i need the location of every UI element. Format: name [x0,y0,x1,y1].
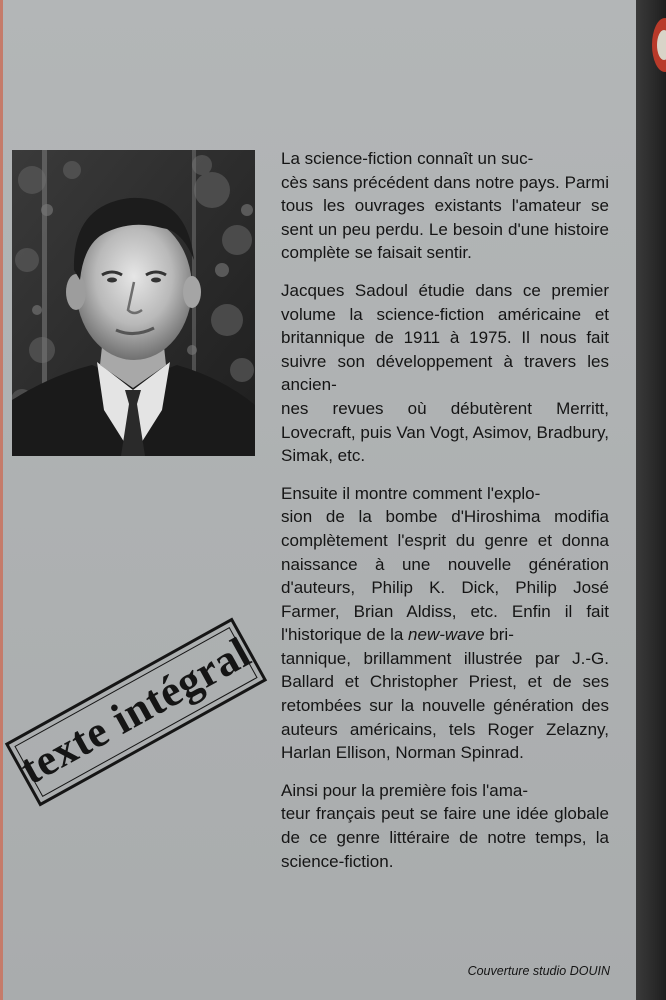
blurb-paragraph: Ensuite il montre comment l'explo- sion de la bombe d'Hiroshima modifia complètement l'esprit du genre et donna naissance à une nouvelle génération d'auteurs, Philip K. Dick, Philip José Farmer, Brian Aldiss, etc. Enfin il fait l'historique de la new-wave bri- tannique, brillamment illustrée par J.-G. Ballard et Christopher Priest, et de ses retombées sur la nouvelle génération des auteurs américains, tels Roger Zelazny, Harlan Ellison, Norman Spinrad. [281,483,609,763]
blurb-paragraph: Jacques Sadoul étudie dans ce premier volume la science-fiction américaine et britannique de 1911 à 1975. Il nous fait suivre son développement à travers les ancien- nes revues où débutèrent Merritt, Lovecraft, puis Van Vogt, Asimov, Bradbury, Simak, etc. [281,280,609,466]
author-photo [12,150,255,456]
blurb-paragraph: Ainsi pour la première fois l'ama- teur français peut se faire une idée globale de ce genre littéraire de notre temps, la science-fiction. [281,780,609,871]
blurb-paragraph: La science-fiction connaît un suc- cès sans précédent dans notre pays. Parmi tous les ouvrages existants l'amateur se sent un peu perdu. Le besoin d'une histoire complète se faisait sentir. [281,149,609,263]
cover-edge [0,0,3,1000]
blurb-text [281,147,609,887]
cover-credit: Couverture studio DOUIN [467,964,610,978]
author-portrait-illustration [12,150,255,456]
stamp-label: texte intégral [11,627,259,794]
book-spine [636,0,666,1000]
publisher-logo-inner [657,30,666,60]
